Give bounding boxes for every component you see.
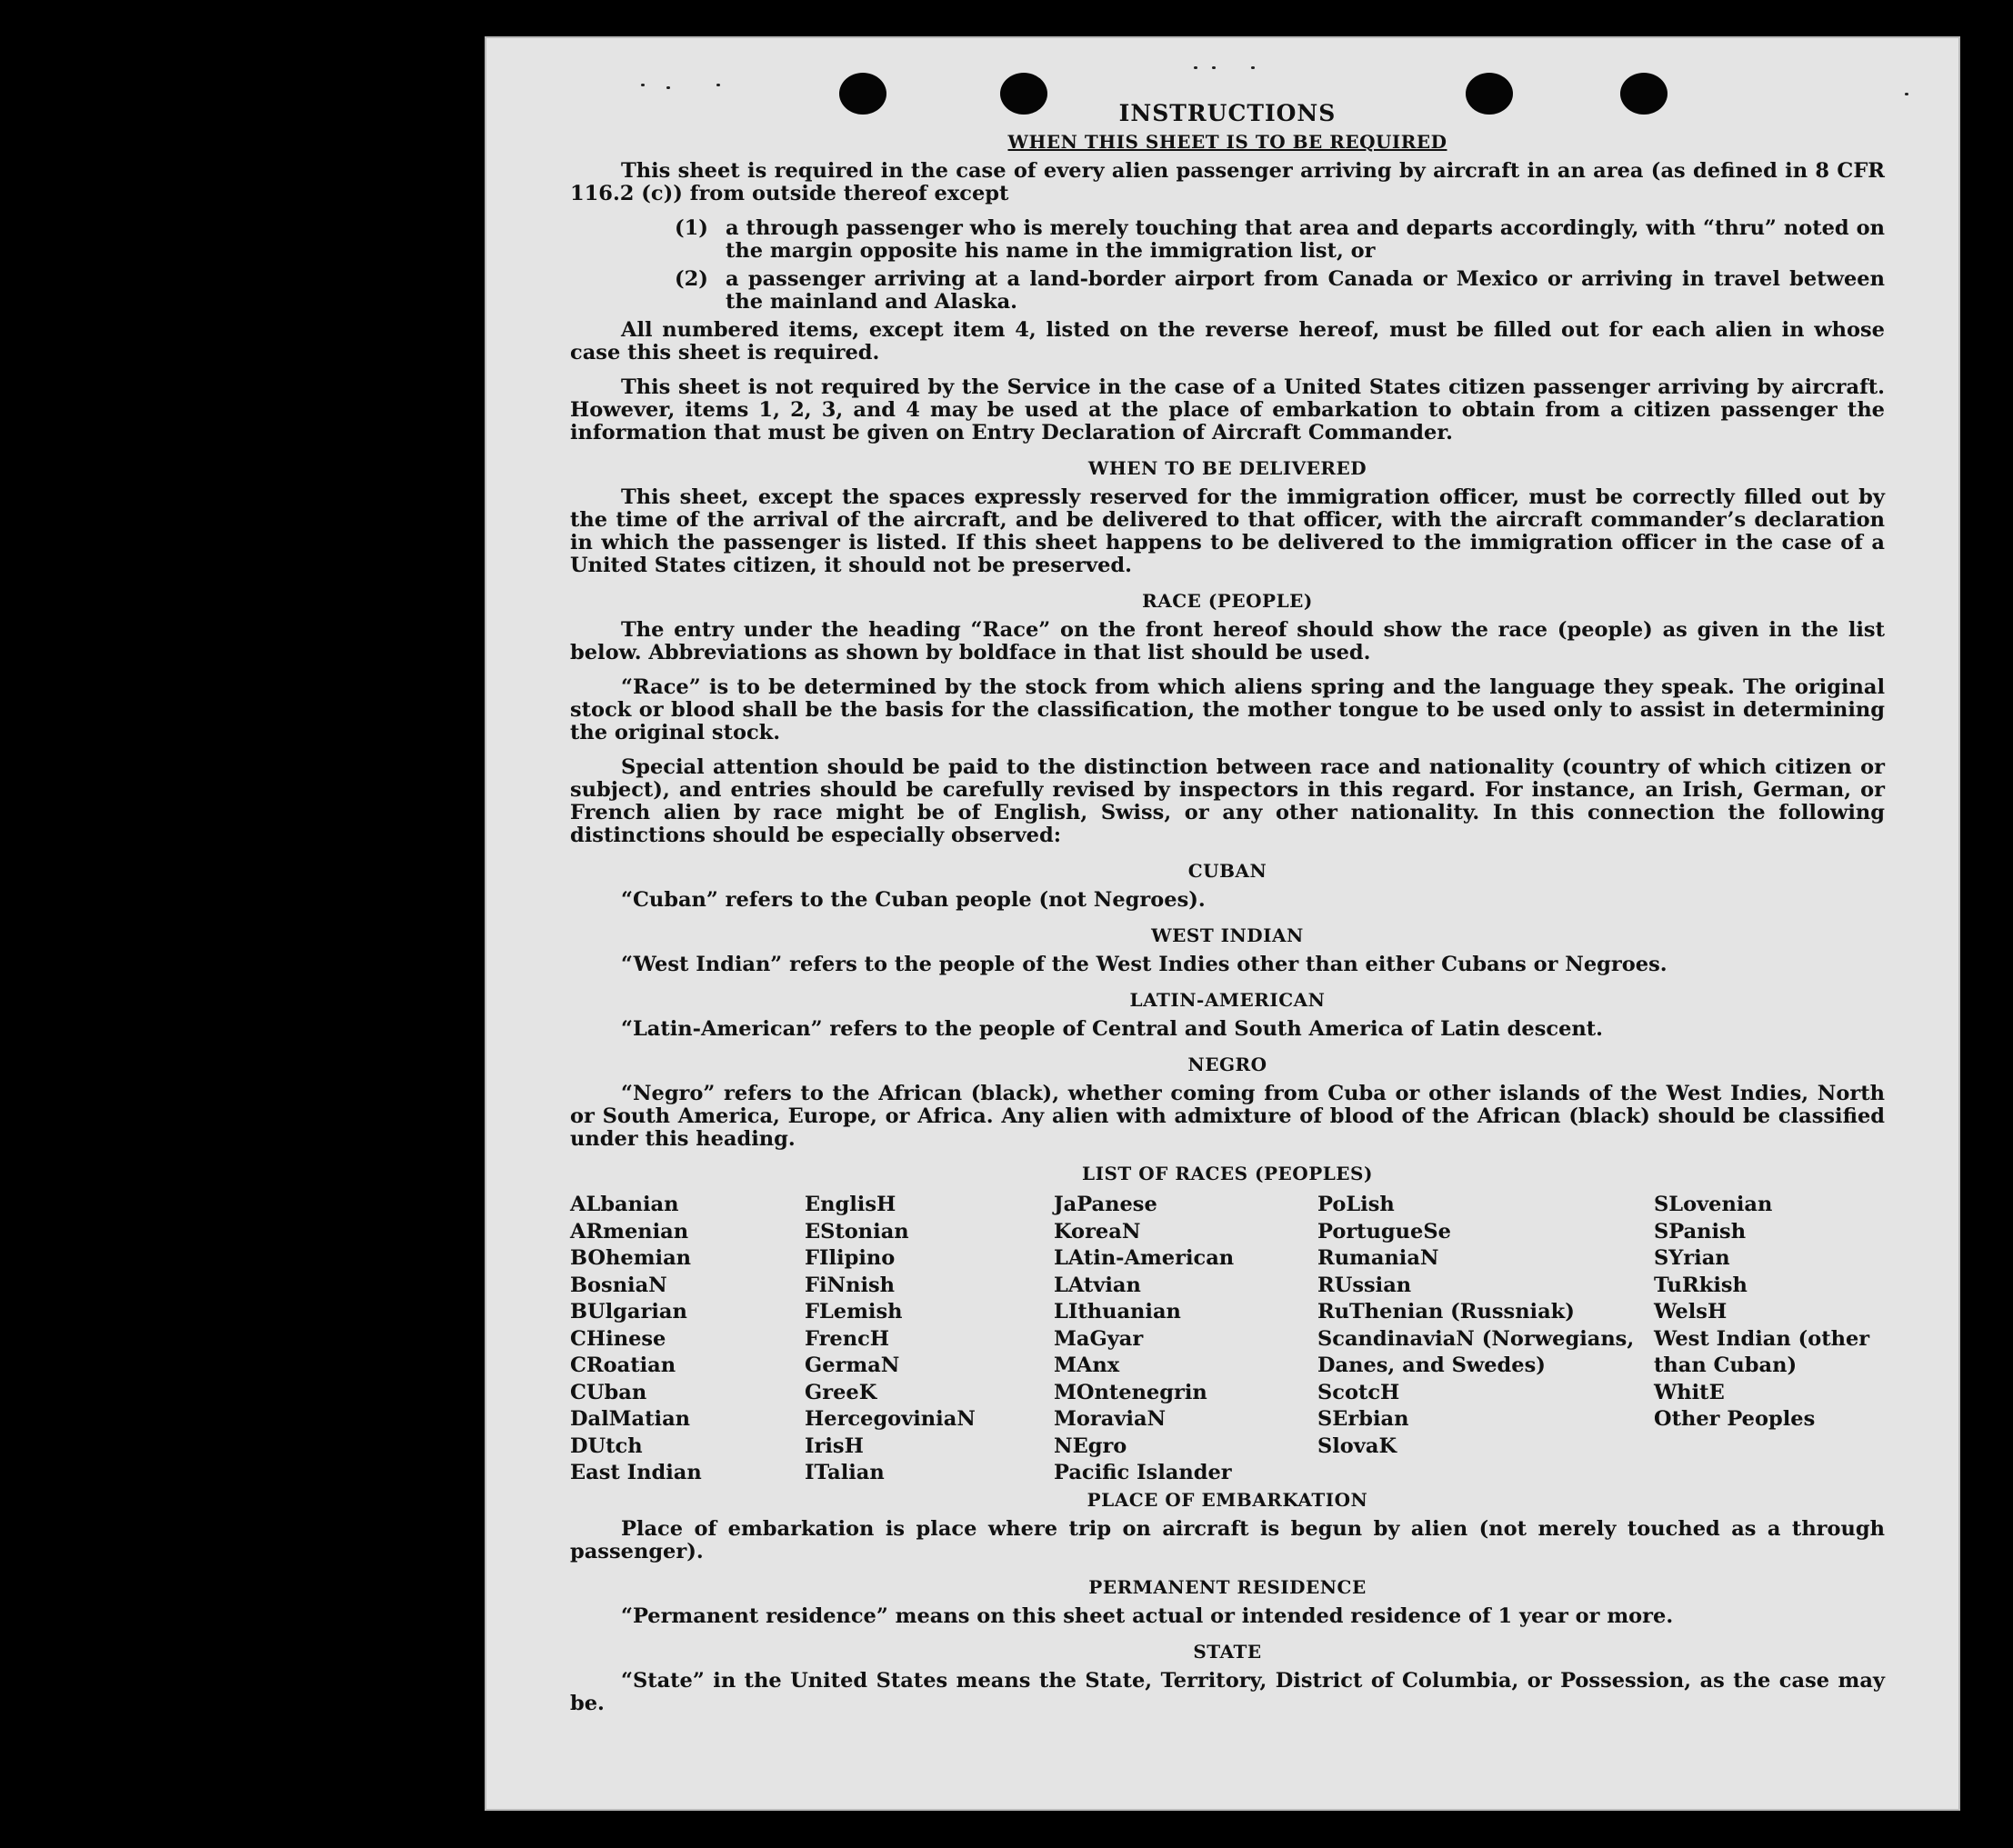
race-entry: CHinese — [570, 1326, 666, 1351]
paragraph: Place of embarkation is place where trip on aircraft is begun by alien (not merely touched as a through passenger). — [570, 1516, 1885, 1563]
races-column — [805, 1192, 1054, 1487]
item-text: a through passenger who is merely touching that area and departs accordingly, with “thru” noted on the margin opposite his name in the immigration list, or — [726, 216, 1885, 263]
heading-race: RACE (PEOPLE) — [1142, 590, 1313, 612]
speck — [1194, 66, 1197, 69]
race-entry: BUlgarian — [570, 1300, 687, 1324]
race-entry: ALbanian — [570, 1193, 679, 1216]
race-entry: Pacific Islander — [1054, 1461, 1232, 1484]
paragraph: This sheet, except the spaces expressly reserved for the immigration officer, must be correctly filled out by the time of the arrival of the aircraft, and be delivered to that officer, with the aircraft commander’s declaration in which the passenger is listed. If this sheet happens to be delivered to the immigration officer in the case of a United States citizen, it should not be preserved. — [570, 485, 1885, 577]
paragraph: “Race” is to be determined by the stock from which aliens spring and the language they speak. The original stock or blood shall be the basis for the classification, the mother tongue to be used only to assist in determining the original stock. — [570, 675, 1885, 744]
races-column — [1317, 1192, 1654, 1487]
race-entry: PortugueSe — [1317, 1219, 1451, 1244]
race-entry: East Indian — [570, 1461, 702, 1484]
race-entry: DalMatian — [570, 1407, 691, 1431]
race-entry: IrisH — [805, 1433, 864, 1458]
speck — [1905, 93, 1908, 95]
speck — [1212, 66, 1216, 69]
race-entry: CRoatian — [570, 1354, 676, 1377]
race-entry: SlovaK — [1317, 1433, 1397, 1458]
item-number: (1) — [675, 216, 708, 240]
race-entry: LAtvian — [1054, 1273, 1141, 1297]
paragraph: The entry under the heading “Race” on the front hereof should show the race (people) as given in the list below. Abbreviations as shown by boldface in that list should be used. — [570, 618, 1885, 664]
heading-when-delivered: WHEN TO BE DELIVERED — [1087, 457, 1367, 479]
race-entry: MOntenegrin — [1054, 1380, 1207, 1404]
paragraph: All numbered items, except item 4, listed on the reverse hereof, must be filled out for each alien in whose case this sheet is required. — [570, 318, 1885, 365]
page-title: INSTRUCTIONS — [1118, 100, 1337, 126]
race-entry: HercegoviniaN — [805, 1407, 976, 1431]
paragraph: “Permanent residence” means on this sheet actual or intended residence of 1 year or more. — [621, 1603, 1674, 1628]
race-entry: FLemish — [805, 1300, 903, 1324]
race-entry: CUban — [570, 1380, 647, 1404]
race-entry: EnglisH — [805, 1193, 896, 1216]
race-entry: ITalian — [805, 1461, 885, 1484]
race-entry: JaPanese — [1054, 1193, 1157, 1216]
race-entry: GermaN — [805, 1354, 900, 1377]
speck — [641, 84, 645, 86]
item-number: (2) — [675, 267, 708, 291]
heading-cuban: CUBAN — [1187, 860, 1267, 882]
paragraph: This sheet is required in the case of every alien passenger arriving by aircraft in an area (as defined in 8 CFR 116.2 (c)) from outside thereof except — [570, 159, 1885, 205]
speck — [666, 86, 670, 89]
race-entry: SYrian — [1654, 1246, 1730, 1270]
item-text: a passenger arriving at a land-border airport from Canada or Mexico or arriving in travel between the mainland and Alaska. — [726, 267, 1885, 314]
speck — [716, 84, 720, 86]
document-page — [485, 36, 1960, 1811]
heading-west-indian: WEST INDIAN — [1151, 924, 1304, 946]
race-entry: Other Peoples — [1654, 1407, 1816, 1431]
race-entry: RUssian — [1317, 1273, 1412, 1297]
heading-negro: NEGRO — [1187, 1054, 1267, 1075]
race-entry: KoreaN — [1054, 1219, 1141, 1244]
races-column — [570, 1192, 805, 1487]
paragraph: “West Indian” refers to the people of the West Indies other than either Cubans or Negroes. — [621, 953, 1667, 976]
race-entry: EStonian — [805, 1219, 909, 1244]
race-entry: MoraviaN — [1054, 1407, 1167, 1431]
speck — [1251, 66, 1255, 69]
race-entry: NEgro — [1054, 1433, 1127, 1458]
heading-latin-american: LATIN-AMERICAN — [1129, 989, 1326, 1011]
race-entry: WelsH — [1654, 1300, 1728, 1324]
race-entry: ScandinaviaN (Norwegians, Danes, and Swedes) — [1317, 1326, 1635, 1377]
paragraph: “Cuban” refers to the Cuban people (not Negroes). — [621, 888, 1206, 912]
heading-residence: PERMANENT RESIDENCE — [1088, 1575, 1367, 1598]
race-entry: LAtin-American — [1054, 1246, 1235, 1270]
instructions-content — [570, 102, 1885, 1727]
paragraph: Special attention should be paid to the distinction between race and nationality (country of which citizen or subject), and entries should be carefully revised by inspectors in this regard. For instance, an Irish, German, or French alien by race might be of English, Swiss, or any other nationality. In this connection the following distinctions should be especially observed: — [570, 755, 1885, 847]
race-entry: PoLish — [1317, 1193, 1395, 1216]
race-entry: RumaniaN — [1317, 1246, 1439, 1270]
races-column — [1654, 1192, 1885, 1487]
heading-state: STATE — [1193, 1640, 1262, 1663]
race-entry: FIlipino — [805, 1246, 896, 1270]
race-entry: West Indian (other than Cuban) — [1654, 1326, 1870, 1377]
race-entry: WhitE — [1654, 1380, 1725, 1404]
race-entry: RuThenian (Russniak) — [1317, 1300, 1575, 1324]
race-entry: DUtch — [570, 1433, 643, 1458]
paragraph: This sheet is not required by the Service in the case of a United States citizen passenger arriving by aircraft. However, items 1, 2, 3, and 4 may be used at the place of embarkation to obtain from a citizen passenger the information that must be given on Entry Declaration of Aircraft Commander. — [570, 375, 1885, 445]
list-item — [675, 217, 1885, 263]
race-entry: ScotcH — [1317, 1380, 1400, 1404]
race-entry: SLovenian — [1654, 1193, 1773, 1216]
paragraph: “Latin-American” refers to the people of Central and South America of Latin descent. — [621, 1017, 1603, 1041]
paragraph: “State” in the United States means the State, Territory, District of Columbia, or Possession, as the case may be. — [570, 1668, 1885, 1715]
heading-list-of-races: LIST OF RACES (PEOPLES) — [1082, 1163, 1373, 1184]
race-entry: GreeK — [805, 1380, 877, 1404]
race-entry: FrencH — [805, 1326, 890, 1351]
list-item — [675, 268, 1885, 314]
race-entry: MaGyar — [1054, 1326, 1144, 1351]
race-entry: BOhemian — [570, 1246, 692, 1270]
paragraph: “Negro” refers to the African (black), whether coming from Cuba or other islands of the West Indies, North or South America, Europe, or Africa. Any alien with admixture of blood of the African (black) should be classified under this heading. — [570, 1082, 1885, 1151]
race-entry: SPanish — [1654, 1219, 1747, 1244]
race-entry: MAnx — [1054, 1354, 1120, 1377]
race-entry: FiNnish — [805, 1273, 896, 1297]
heading-embarkation: PLACE OF EMBARKATION — [1087, 1488, 1368, 1511]
race-entry: BosniaN — [570, 1273, 667, 1297]
race-entry: ARmenian — [570, 1219, 689, 1244]
race-entry: SErbian — [1317, 1407, 1409, 1431]
races-list — [570, 1192, 1885, 1487]
race-entry: TuRkish — [1654, 1273, 1748, 1297]
races-column — [1054, 1192, 1317, 1487]
race-entry: LIthuanian — [1054, 1300, 1181, 1324]
heading-when-required: WHEN THIS SHEET IS TO BE REQUIRED — [1007, 131, 1447, 153]
